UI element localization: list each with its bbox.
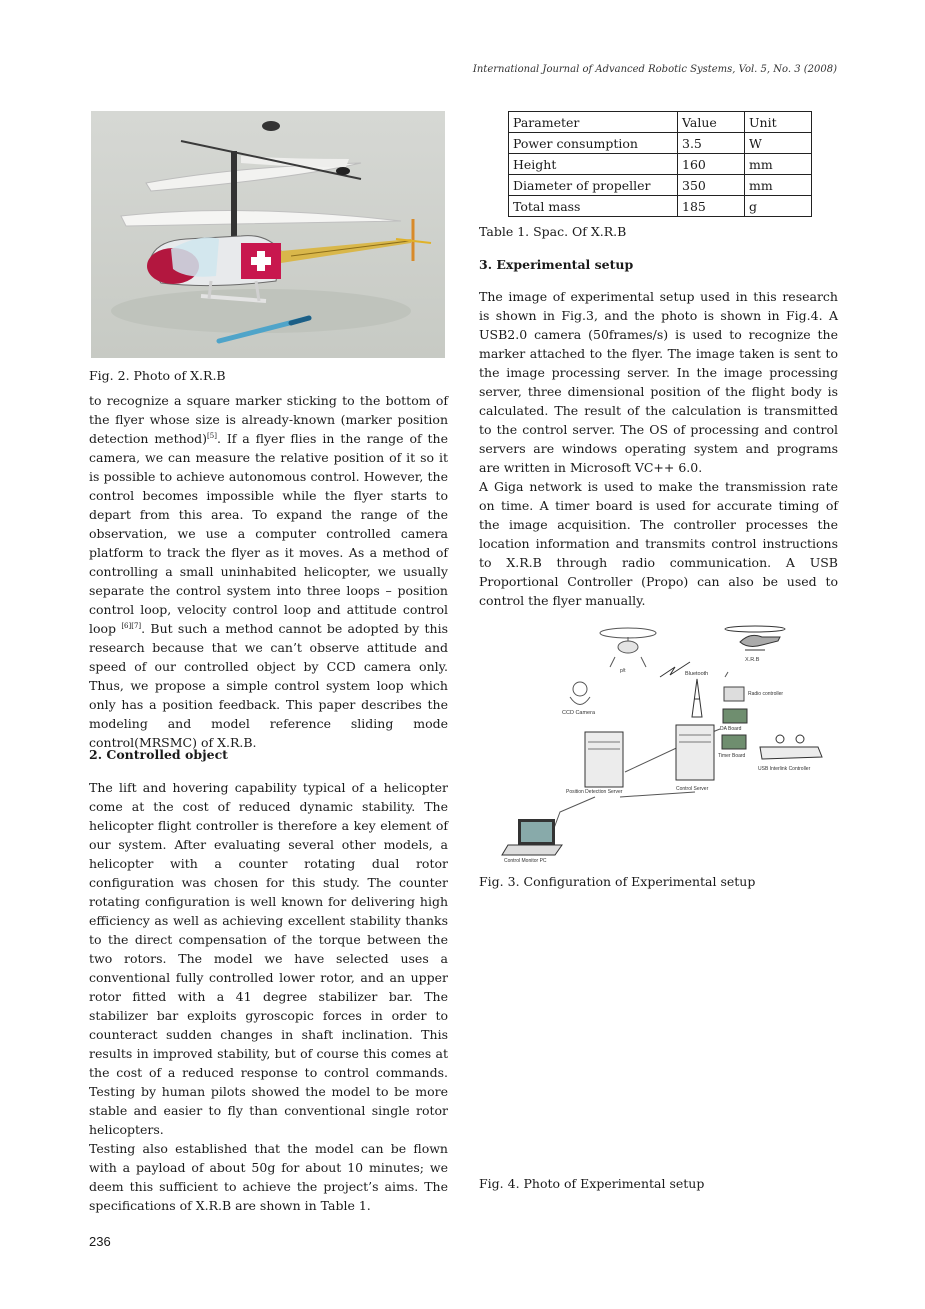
- table-cell: 3.5: [678, 133, 745, 154]
- pt-label: p/t: [620, 668, 626, 674]
- table-header-cell: Value: [678, 112, 745, 133]
- fig4-caption: Fig. 4. Photo of Experimental setup: [479, 1176, 705, 1191]
- citation-5[interactable]: [5]: [207, 431, 217, 440]
- table-cell: Power consumption: [509, 133, 678, 154]
- table-header-cell: Unit: [745, 112, 812, 133]
- xrb-label: X.R.B: [745, 657, 760, 663]
- paragraph-payload-testing: Testing also established that the model can be flown with a payload of about 50g for about 10 minutes; we deem this sufficient to achieve the project’s aims. The specifications of X.R.B are shown in Table 1.: [89, 1141, 448, 1213]
- timer-board-icon: [722, 735, 746, 749]
- fig3-caption: Fig. 3. Configuration of Experimental setup: [479, 874, 756, 889]
- timer-board-label: Timer Board: [718, 753, 746, 759]
- table-row: [509, 154, 812, 175]
- monitor-pc-label: Control Monitor PC: [504, 858, 547, 864]
- table-header-cell: Parameter: [509, 112, 678, 133]
- table-cell: 185: [678, 196, 745, 217]
- fig2-caption: Fig. 2. Photo of X.R.B: [89, 368, 226, 383]
- paragraph-network-timing: A Giga network is used to make the transmission rate on time. A timer board is used for accurate timing of the image acquisition. The controller processes the location information and transmits control instructions to X.R.B through radio communication. A USB Proportional Controller (Propo) can also be used to control the flyer manually.: [479, 479, 838, 608]
- position-server-label: Position Detection Server: [566, 789, 623, 795]
- fig2-helicopter-photo: [91, 111, 445, 358]
- usb-interlink-controller-icon: [760, 735, 822, 759]
- citation-6-7[interactable]: [6][7]: [121, 621, 142, 630]
- table-cell: 350: [678, 175, 745, 196]
- table-header-row: [509, 112, 812, 133]
- table-cell: 160: [678, 154, 745, 175]
- bluetooth-label: Bluetooth: [685, 671, 709, 677]
- usb-interlink-label: USB Interlink Controller: [758, 766, 811, 772]
- table-cell: Diameter of propeller: [509, 175, 678, 196]
- paragraph-marker-detection: to recognize a square marker sticking to the bottom of the flyer whose size is already-known (marker position detection method)[5]. If a flyer flies in the range of the camera, we can measure the relative position of it so it is possible to achieve autonomous control. However, the control becomes impossible while the flyer starts to depart from this area. To expand the range of the observation, we use a computer controlled camera platform to track the flyer as it moves. As a method of controlling a small uninhabited helicopter, we usually separate the control system into three loops – position control loop, velocity control loop and attitude control loop [6][7]. But such a method cannot be adopted by this research because that we can’t observe attitude and speed of our controlled object by CCD camera only. Thus, we propose a simple control system loop which only has a position feedback. This paper describes the modeling and model reference sliding mode control(MRSMC) of X.R.B.: [89, 393, 448, 750]
- table-cell: mm: [745, 154, 812, 175]
- radio-controller-icon: [724, 687, 744, 701]
- table-cell: Total mass: [509, 196, 678, 217]
- page-number: 236: [89, 1234, 111, 1249]
- table-1-specifications: [508, 111, 812, 217]
- table-cell: mm: [745, 175, 812, 196]
- paragraph-experimental-setup: The image of experimental setup used in this research is shown in Fig.3, and the photo is shown in Fig.4. A USB2.0 camera (50frames/s) is used to recognize the marker attached to the flyer. The image taken is sent to the image processing server. In the image processing server, three dimensional position of the flight body is calculated. The result of the calculation is transmitted to the control server. The OS of processing and control servers are windows operating system and programs are written in Microsoft VC++ 6.0.: [479, 289, 838, 475]
- radio-controller-label: Radio controller: [748, 691, 784, 697]
- table-row: [509, 196, 812, 217]
- section-3-title: 3. Experimental setup: [479, 257, 634, 272]
- pan-tilt-platform-icon: [600, 628, 656, 667]
- da-board-label: DA Board: [720, 726, 742, 732]
- antenna-tower-icon: [692, 679, 702, 717]
- table-cell: W: [745, 133, 812, 154]
- paragraph-controlled-object: The lift and hovering capability typical of a helicopter come at the cost of reduced dynamic stability. The helicopter flight controller is therefore a key element of our system. After evaluating several other models, a helicopter with a counter rotating dual rotor configuration was chosen for this study. The counter rotating configuration is well known for delivering high efficiency as well as achieving excellent stability thanks to the direct compensation of the torque between the two rotors. The model we have selected uses a conventional fully controlled lower rotor, and an upper rotor fitted with a 41 degree stabilizer bar. The stabilizer bar exploits gyroscopic forces in order to counteract sudden changes in shaft inclination. This results in improved stability, but of course this comes at the cost of a reduced response to control commands. Testing by human pilots showed the model to be more stable and easier to fly than conventional single rotor helicopters.: [89, 780, 448, 1137]
- table-row: [509, 133, 812, 154]
- journal-header: International Journal of Advanced Robotic Systems, Vol. 5, No. 3 (2008): [472, 64, 837, 75]
- control-server-icon: [676, 725, 714, 780]
- table-row: [509, 175, 812, 196]
- laptop-icon: [502, 819, 562, 855]
- control-server-label: Control Server: [676, 786, 709, 792]
- ccd-camera-icon: [570, 682, 590, 705]
- position-detection-server-icon: [585, 732, 623, 787]
- section-2-title: 2. Controlled object: [89, 747, 228, 762]
- da-board-icon: [723, 709, 747, 723]
- fig3-configuration-diagram: [500, 617, 830, 867]
- table-1-caption: Table 1. Spac. Of X.R.B: [479, 224, 627, 239]
- ccd-camera-label: CCD Camera: [562, 710, 596, 716]
- helicopter-icon: [725, 626, 785, 650]
- table-cell: g: [745, 196, 812, 217]
- table-cell: Height: [509, 154, 678, 175]
